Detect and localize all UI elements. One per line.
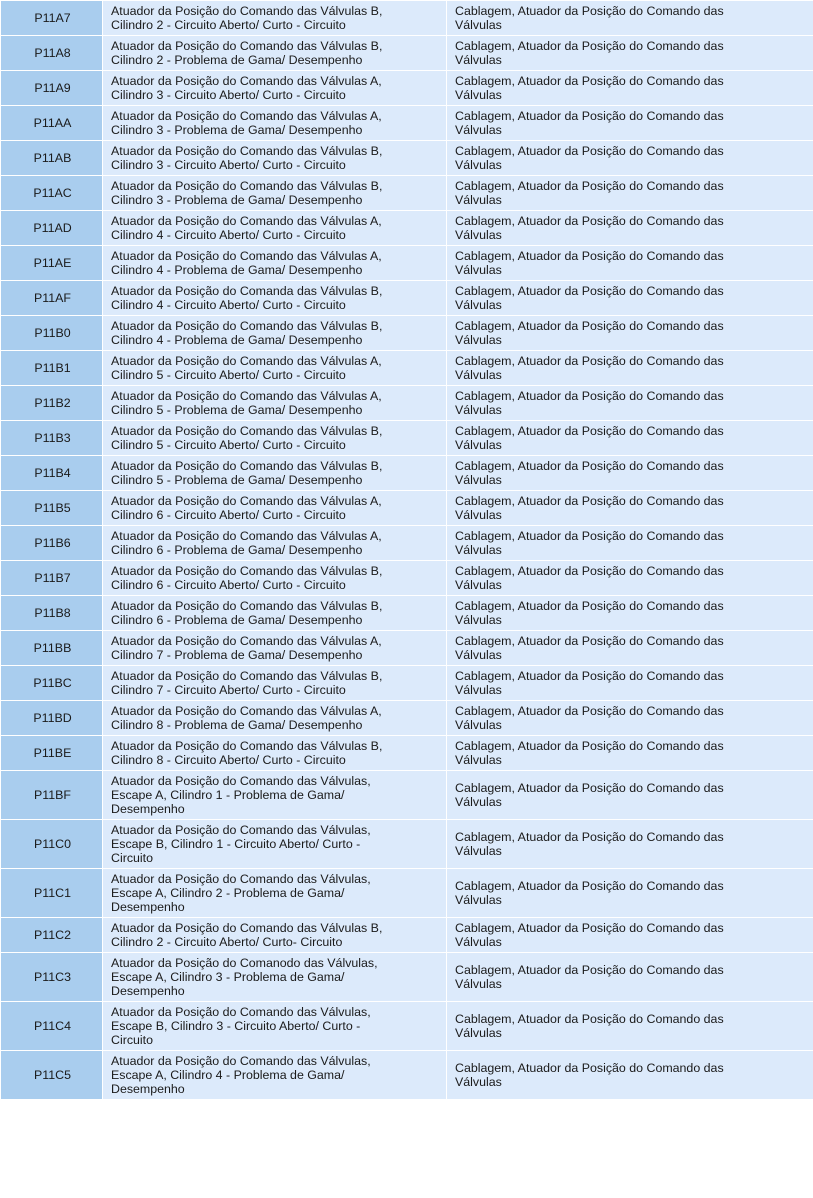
dtc-description-cell — [103, 736, 447, 771]
table-row — [1, 771, 813, 820]
dtc-code: P11AE — [33, 256, 72, 270]
dtc-code-cell — [1, 701, 103, 736]
dtc-description-cell — [103, 316, 447, 351]
dtc-cause: Cablagem, Atuador da Posição do Comando das Válvulas — [455, 963, 724, 991]
dtc-cause: Cablagem, Atuador da Posição do Comando das Válvulas — [455, 634, 724, 662]
dtc-code-cell — [1, 771, 103, 820]
dtc-description: Atuador da Posição do Comando das Válvulas A, Cilindro 5 - Problema de Gama/ Desempenho — [111, 389, 382, 417]
dtc-cause: Cablagem, Atuador da Posição do Comando das Válvulas — [455, 354, 724, 382]
dtc-description-cell — [103, 211, 447, 246]
dtc-code: P11BF — [34, 788, 71, 802]
dtc-description: Atuador da Posição do Comando das Válvulas B, Cilindro 8 - Circuito Aberto/ Curto - Circuito — [111, 739, 383, 767]
dtc-code: P11A7 — [34, 11, 71, 25]
dtc-cause-cell — [447, 953, 813, 1002]
table-row — [1, 211, 813, 246]
dtc-cause-cell — [447, 36, 813, 71]
dtc-code: P11BC — [33, 676, 72, 690]
dtc-cause: Cablagem, Atuador da Posição do Comando das Válvulas — [455, 1012, 724, 1040]
dtc-cause-cell — [447, 736, 813, 771]
dtc-cause-cell — [447, 456, 813, 491]
dtc-code: P11AC — [33, 186, 72, 200]
dtc-code-cell — [1, 666, 103, 701]
dtc-code-cell — [1, 106, 103, 141]
dtc-cause-cell — [447, 820, 813, 869]
dtc-code: P11BE — [33, 746, 72, 760]
table-row — [1, 1051, 813, 1100]
dtc-cause-cell — [447, 316, 813, 351]
dtc-cause-cell — [447, 176, 813, 211]
dtc-cause-cell — [447, 869, 813, 918]
dtc-cause: Cablagem, Atuador da Posição do Comando das Válvulas — [455, 109, 724, 137]
table-row — [1, 953, 813, 1002]
dtc-code-cell — [1, 141, 103, 176]
dtc-cause-cell — [447, 421, 813, 456]
dtc-code: P11AD — [33, 221, 72, 235]
dtc-cause-cell — [447, 386, 813, 421]
dtc-code-cell — [1, 561, 103, 596]
dtc-code-cell — [1, 456, 103, 491]
table-row — [1, 281, 813, 316]
table-row — [1, 351, 813, 386]
dtc-description: Atuador da Posição do Comando das Válvulas B, Cilindro 3 - Circuito Aberto/ Curto - Circuito — [111, 144, 383, 172]
dtc-description: Atuador da Posição do Comando das Válvulas A, Cilindro 6 - Circuito Aberto/ Curto - Circuito — [111, 494, 382, 522]
dtc-code: P11BB — [33, 641, 72, 655]
dtc-code-cell — [1, 281, 103, 316]
dtc-description-cell — [103, 596, 447, 631]
dtc-description: Atuador da Posição do Comando das Válvulas B, Cilindro 3 - Problema de Gama/ Desempenho — [111, 179, 383, 207]
dtc-description: Atuador da Posição do Comando das Válvulas, Escape B, Cilindro 1 - Circuito Aberto/ Curto - Circuito — [111, 823, 371, 865]
dtc-description-cell — [103, 820, 447, 869]
dtc-description: Atuador da Posição do Comando das Válvulas B, Cilindro 2 - Problema de Gama/ Desempenho — [111, 39, 383, 67]
table-row — [1, 491, 813, 526]
dtc-cause: Cablagem, Atuador da Posição do Comando das Válvulas — [455, 424, 724, 452]
dtc-cause: Cablagem, Atuador da Posição do Comando das Válvulas — [455, 564, 724, 592]
dtc-description: Atuador da Posição do Comando das Válvulas A, Cilindro 8 - Problema de Gama/ Desempenho — [111, 704, 382, 732]
dtc-cause-cell — [447, 666, 813, 701]
table-row — [1, 918, 813, 953]
dtc-code-cell — [1, 1002, 103, 1051]
dtc-description-cell — [103, 71, 447, 106]
dtc-description-cell — [103, 421, 447, 456]
dtc-cause: Cablagem, Atuador da Posição do Comando das Válvulas — [455, 144, 724, 172]
dtc-code-cell — [1, 526, 103, 561]
dtc-code-cell — [1, 71, 103, 106]
table-row — [1, 1, 813, 36]
dtc-code-cell — [1, 386, 103, 421]
dtc-cause-cell — [447, 246, 813, 281]
dtc-code: P11AF — [34, 291, 71, 305]
dtc-description-cell — [103, 561, 447, 596]
dtc-cause: Cablagem, Atuador da Posição do Comando das Válvulas — [455, 704, 724, 732]
dtc-description: Atuador da Posição do Comando das Válvulas, Escape B, Cilindro 3 - Circuito Aberto/ Curto - Circuito — [111, 1005, 371, 1047]
dtc-description-cell — [103, 141, 447, 176]
dtc-code: P11C4 — [34, 1019, 71, 1033]
dtc-description-cell — [103, 491, 447, 526]
dtc-code-cell — [1, 918, 103, 953]
dtc-cause-cell — [447, 211, 813, 246]
table-row — [1, 736, 813, 771]
dtc-cause-cell — [447, 141, 813, 176]
dtc-code-cell — [1, 491, 103, 526]
dtc-description-cell — [103, 456, 447, 491]
dtc-description-cell — [103, 1002, 447, 1051]
dtc-table-body — [1, 1, 813, 1100]
dtc-cause: Cablagem, Atuador da Posição do Comando das Válvulas — [455, 669, 724, 697]
dtc-description-cell — [103, 36, 447, 71]
table-row — [1, 820, 813, 869]
table-row — [1, 176, 813, 211]
dtc-code: P11C3 — [34, 970, 71, 984]
dtc-cause: Cablagem, Atuador da Posição do Comando das Válvulas — [455, 214, 724, 242]
dtc-description-cell — [103, 953, 447, 1002]
dtc-code-cell — [1, 736, 103, 771]
dtc-cause: Cablagem, Atuador da Posição do Comando das Válvulas — [455, 1061, 724, 1089]
dtc-code: P11B3 — [34, 431, 71, 445]
dtc-cause: Cablagem, Atuador da Posição do Comando das Válvulas — [455, 739, 724, 767]
dtc-code: P11B4 — [34, 466, 71, 480]
dtc-code: P11B0 — [34, 326, 71, 340]
dtc-cause: Cablagem, Atuador da Posição do Comando das Válvulas — [455, 4, 724, 32]
dtc-description-cell — [103, 869, 447, 918]
dtc-cause-cell — [447, 526, 813, 561]
dtc-description: Atuador da Posição do Comanodo das Válvulas, Escape A, Cilindro 3 - Problema de Gama/ Desempenho — [111, 956, 378, 998]
dtc-description: Atuador da Posição do Comando das Válvulas A, Cilindro 7 - Problema de Gama/ Desempenho — [111, 634, 382, 662]
dtc-description: Atuador da Posição do Comando das Válvulas B, Cilindro 4 - Problema de Gama/ Desempenho — [111, 319, 383, 347]
dtc-code: P11AA — [33, 116, 72, 130]
dtc-code-cell — [1, 211, 103, 246]
table-row — [1, 526, 813, 561]
dtc-description-cell — [103, 666, 447, 701]
dtc-cause: Cablagem, Atuador da Posição do Comando das Válvulas — [455, 179, 724, 207]
dtc-cause-cell — [447, 281, 813, 316]
dtc-cause: Cablagem, Atuador da Posição do Comando das Válvulas — [455, 781, 724, 809]
dtc-description-cell — [103, 701, 447, 736]
dtc-code: P11C2 — [34, 928, 71, 942]
dtc-description-cell — [103, 631, 447, 666]
dtc-description-cell — [103, 771, 447, 820]
dtc-code-cell — [1, 953, 103, 1002]
dtc-code-cell — [1, 631, 103, 666]
table-row — [1, 421, 813, 456]
table-row — [1, 386, 813, 421]
table-row — [1, 71, 813, 106]
dtc-code: P11A8 — [34, 46, 71, 60]
dtc-description: Atuador da Posição do Comanda das Válvulas B, Cilindro 4 - Circuito Aberto/ Curto - Circuito — [111, 284, 383, 312]
dtc-description: Atuador da Posição do Comando das Válvulas A, Cilindro 4 - Circuito Aberto/ Curto - Circuito — [111, 214, 382, 242]
dtc-cause-cell — [447, 71, 813, 106]
dtc-description: Atuador da Posição do Comando das Válvulas A, Cilindro 3 - Circuito Aberto/ Curto - Circuito — [111, 74, 382, 102]
dtc-code: P11B8 — [34, 606, 71, 620]
dtc-description-cell — [103, 1051, 447, 1100]
dtc-description-cell — [103, 351, 447, 386]
dtc-code: P11BD — [33, 711, 72, 725]
dtc-description-cell — [103, 246, 447, 281]
dtc-cause: Cablagem, Atuador da Posição do Comando das Válvulas — [455, 494, 724, 522]
dtc-description-cell — [103, 176, 447, 211]
dtc-code-cell — [1, 246, 103, 281]
table-row — [1, 456, 813, 491]
dtc-cause: Cablagem, Atuador da Posição do Comando das Válvulas — [455, 284, 724, 312]
dtc-code: P11C1 — [34, 886, 71, 900]
dtc-cause-cell — [447, 918, 813, 953]
dtc-description: Atuador da Posição do Comando das Válvulas B, Cilindro 6 - Problema de Gama/ Desempenho — [111, 599, 383, 627]
dtc-cause: Cablagem, Atuador da Posição do Comando das Válvulas — [455, 921, 724, 949]
dtc-description: Atuador da Posição do Comando das Válvulas B, Cilindro 2 - Circuito Aberto/ Curto - Circuito — [111, 4, 383, 32]
dtc-description-cell — [103, 526, 447, 561]
table-row — [1, 141, 813, 176]
dtc-description: Atuador da Posição do Comando das Válvulas A, Cilindro 4 - Problema de Gama/ Desempenho — [111, 249, 382, 277]
table-row — [1, 701, 813, 736]
dtc-description: Atuador da Posição do Comando das Válvulas, Escape A, Cilindro 2 - Problema de Gama/ Desempenho — [111, 872, 371, 914]
dtc-description: Atuador da Posição do Comando das Válvulas B, Cilindro 5 - Circuito Aberto/ Curto - Circuito — [111, 424, 383, 452]
dtc-code-cell — [1, 421, 103, 456]
dtc-description: Atuador da Posição do Comando das Válvulas B, Cilindro 5 - Problema de Gama/ Desempenho — [111, 459, 383, 487]
dtc-description: Atuador da Posição do Comando das Válvulas B, Cilindro 7 - Circuito Aberto/ Curto - Circuito — [111, 669, 383, 697]
dtc-description-cell — [103, 918, 447, 953]
dtc-cause-cell — [447, 1051, 813, 1100]
dtc-code-cell — [1, 316, 103, 351]
dtc-cause-cell — [447, 106, 813, 141]
dtc-cause-cell — [447, 1, 813, 36]
table-row — [1, 631, 813, 666]
dtc-code: P11A9 — [34, 81, 71, 95]
table-row — [1, 1002, 813, 1051]
dtc-description-cell — [103, 1, 447, 36]
dtc-code: P11C5 — [34, 1068, 71, 1082]
dtc-code: P11B5 — [34, 501, 71, 515]
table-row — [1, 106, 813, 141]
dtc-cause: Cablagem, Atuador da Posição do Comando das Válvulas — [455, 249, 724, 277]
dtc-code-cell — [1, 869, 103, 918]
dtc-description: Atuador da Posição do Comando das Válvulas B, Cilindro 6 - Circuito Aberto/ Curto - Circuito — [111, 564, 383, 592]
dtc-cause: Cablagem, Atuador da Posição do Comando das Válvulas — [455, 39, 724, 67]
table-row — [1, 316, 813, 351]
dtc-cause-cell — [447, 631, 813, 666]
dtc-code-cell — [1, 176, 103, 211]
dtc-cause: Cablagem, Atuador da Posição do Comando das Válvulas — [455, 830, 724, 858]
dtc-code-cell — [1, 820, 103, 869]
dtc-cause: Cablagem, Atuador da Posição do Comando das Válvulas — [455, 529, 724, 557]
dtc-description: Atuador da Posição do Comando das Válvulas, Escape A, Cilindro 1 - Problema de Gama/ Desempenho — [111, 774, 371, 816]
table-row — [1, 561, 813, 596]
dtc-description: Atuador da Posição do Comando das Válvulas B, Cilindro 2 - Circuito Aberto/ Curto- Circuito — [111, 921, 383, 949]
dtc-code: P11C0 — [34, 837, 71, 851]
table-row — [1, 246, 813, 281]
dtc-cause: Cablagem, Atuador da Posição do Comando das Válvulas — [455, 389, 724, 417]
dtc-description-cell — [103, 386, 447, 421]
table-row — [1, 36, 813, 71]
dtc-cause-cell — [447, 1002, 813, 1051]
table-row — [1, 869, 813, 918]
dtc-cause: Cablagem, Atuador da Posição do Comando das Válvulas — [455, 74, 724, 102]
dtc-code: P11B2 — [34, 396, 71, 410]
dtc-code-cell — [1, 1051, 103, 1100]
dtc-code: P11AB — [33, 151, 72, 165]
dtc-cause-cell — [447, 596, 813, 631]
dtc-cause-cell — [447, 771, 813, 820]
dtc-cause-cell — [447, 701, 813, 736]
dtc-code: P11B6 — [34, 536, 71, 550]
dtc-cause: Cablagem, Atuador da Posição do Comando das Válvulas — [455, 319, 724, 347]
dtc-code-cell — [1, 36, 103, 71]
dtc-code-cell — [1, 351, 103, 386]
dtc-cause-cell — [447, 561, 813, 596]
dtc-code-cell — [1, 596, 103, 631]
dtc-code-cell — [1, 1, 103, 36]
dtc-description: Atuador da Posição do Comando das Válvulas A, Cilindro 6 - Problema de Gama/ Desempenho — [111, 529, 382, 557]
table-row — [1, 666, 813, 701]
dtc-description: Atuador da Posição do Comando das Válvulas, Escape A, Cilindro 4 - Problema de Gama/ Desempenho — [111, 1054, 371, 1096]
dtc-description: Atuador da Posição do Comando das Válvulas A, Cilindro 3 - Problema de Gama/ Desempenho — [111, 109, 382, 137]
dtc-code: P11B7 — [34, 571, 71, 585]
dtc-code: P11B1 — [34, 361, 71, 375]
dtc-cause: Cablagem, Atuador da Posição do Comando das Válvulas — [455, 879, 724, 907]
dtc-description-cell — [103, 106, 447, 141]
dtc-cause-cell — [447, 491, 813, 526]
dtc-cause-cell — [447, 351, 813, 386]
dtc-description: Atuador da Posição do Comando das Válvulas A, Cilindro 5 - Circuito Aberto/ Curto - Circuito — [111, 354, 382, 382]
dtc-description-cell — [103, 281, 447, 316]
dtc-cause: Cablagem, Atuador da Posição do Comando das Válvulas — [455, 599, 724, 627]
dtc-cause: Cablagem, Atuador da Posição do Comando das Válvulas — [455, 459, 724, 487]
table-row — [1, 596, 813, 631]
